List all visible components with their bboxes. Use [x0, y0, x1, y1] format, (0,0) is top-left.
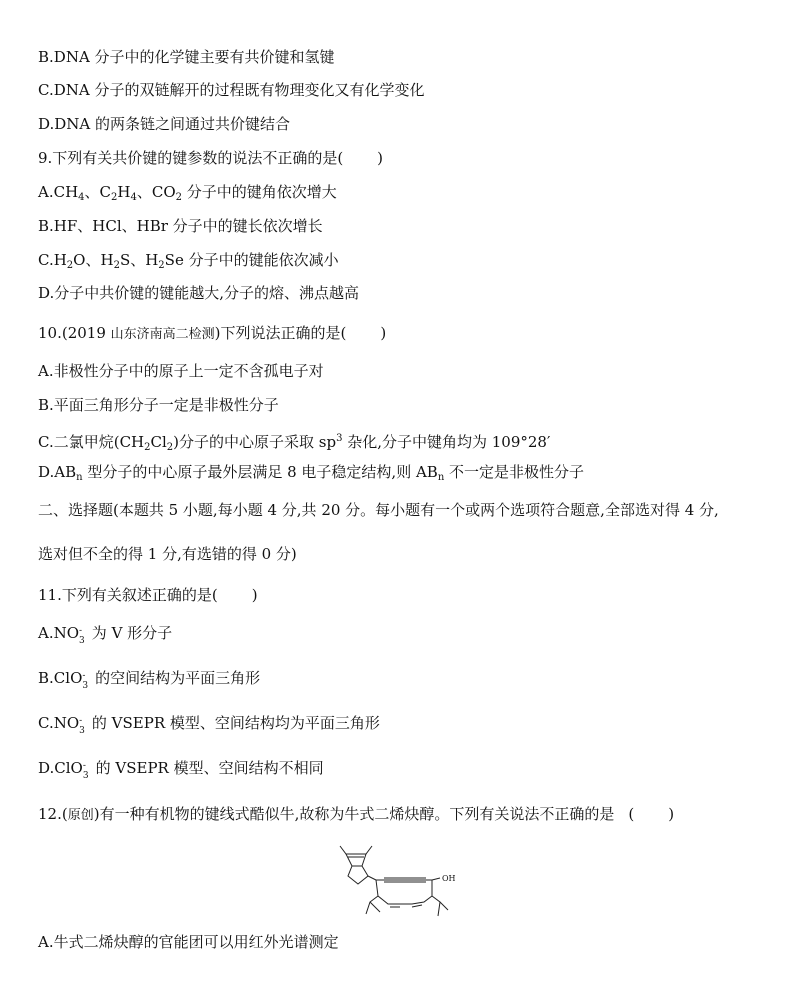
q11-option-c: C.NO - 3 的 VSEPR 模型、空间结构均为平面三角形 [38, 714, 380, 736]
q8-option-b: B.DNA 分子中的化学键主要有共价键和氢键 [38, 48, 335, 66]
section2-heading: 二、选择题(本题共 5 小题,每小题 4 分,共 20 分。每小题有一个或两个选项符合题意,全部选对得 4 分, [38, 501, 719, 519]
q11-option-a: A.NO - 3 为 V 形分子 [38, 624, 173, 646]
q11-option-b: B.ClO - 3 的空间结构为平面三角形 [38, 669, 261, 691]
q10-source: 山东济南高二检测 [110, 327, 215, 342]
q9-option-a: $A.CH_4$、$C_2H_4$、$CO_2$ 分子中的键角依次增大 [38, 183, 337, 203]
q10-option-a: A.非极性分子中的原子上一定不含孤电子对 [38, 362, 324, 380]
q10-option-b: B.平面三角形分子一定是非极性分子 [38, 396, 279, 414]
q8-option-d: D.DNA 的两条链之间通过共价键结合 [38, 115, 291, 133]
q12-source: 原创 [67, 808, 94, 823]
q12-option-a: A.牛式二烯炔醇的官能团可以用红外光谱测定 [38, 933, 339, 951]
q10-stem: 10.(2019 山东济南高二检测)下列说法正确的是( ) [38, 324, 387, 342]
q9-option-d: D.分子中共价键的键能越大,分子的熔、沸点越高 [38, 284, 360, 302]
q10-option-d: $D.AB_n$ 型分子的中心原子最外层满足 8 电子稳定结构,则 $AB_n$ 不一定是非极性分子 [38, 463, 585, 483]
hydroxyl-label: OH [442, 874, 456, 883]
bull-enediyne-alcohol-structure [328, 840, 466, 922]
section2-heading-cont: 选对但不全的得 1 分,有选错的得 0 分) [38, 545, 297, 563]
q11-option-d: D.ClO - 3 的 VSEPR 模型、空间结构不相同 [38, 759, 324, 781]
q12-stem: 12.(原创)有一种有机物的键线式酷似牛,故称为牛式二烯炔醇。下列有关说法不正确的是 ( ) [38, 805, 675, 823]
q9-option-b: B.HF、HCl、HBr 分子中的键长依次增长 [38, 217, 323, 235]
q9-stem: 9.下列有关共价键的键参数的说法不正确的是( ) [38, 149, 384, 167]
q10-option-c: C.二氯甲烷$(CH_2Cl_2)$分子的中心原子采取 $sp^3$ 杂化,分子中键角均为 109°28′ [38, 433, 551, 453]
q9-option-c: $C.H_2O$、$H_2S$、$H_2Se$ 分子中的键能依次减小 [38, 251, 339, 271]
q8-option-c: C.DNA 分子的双链解开的过程既有物理变化又有化学变化 [38, 81, 425, 99]
q11-stem: 11.下列有关叙述正确的是( ) [38, 586, 258, 604]
